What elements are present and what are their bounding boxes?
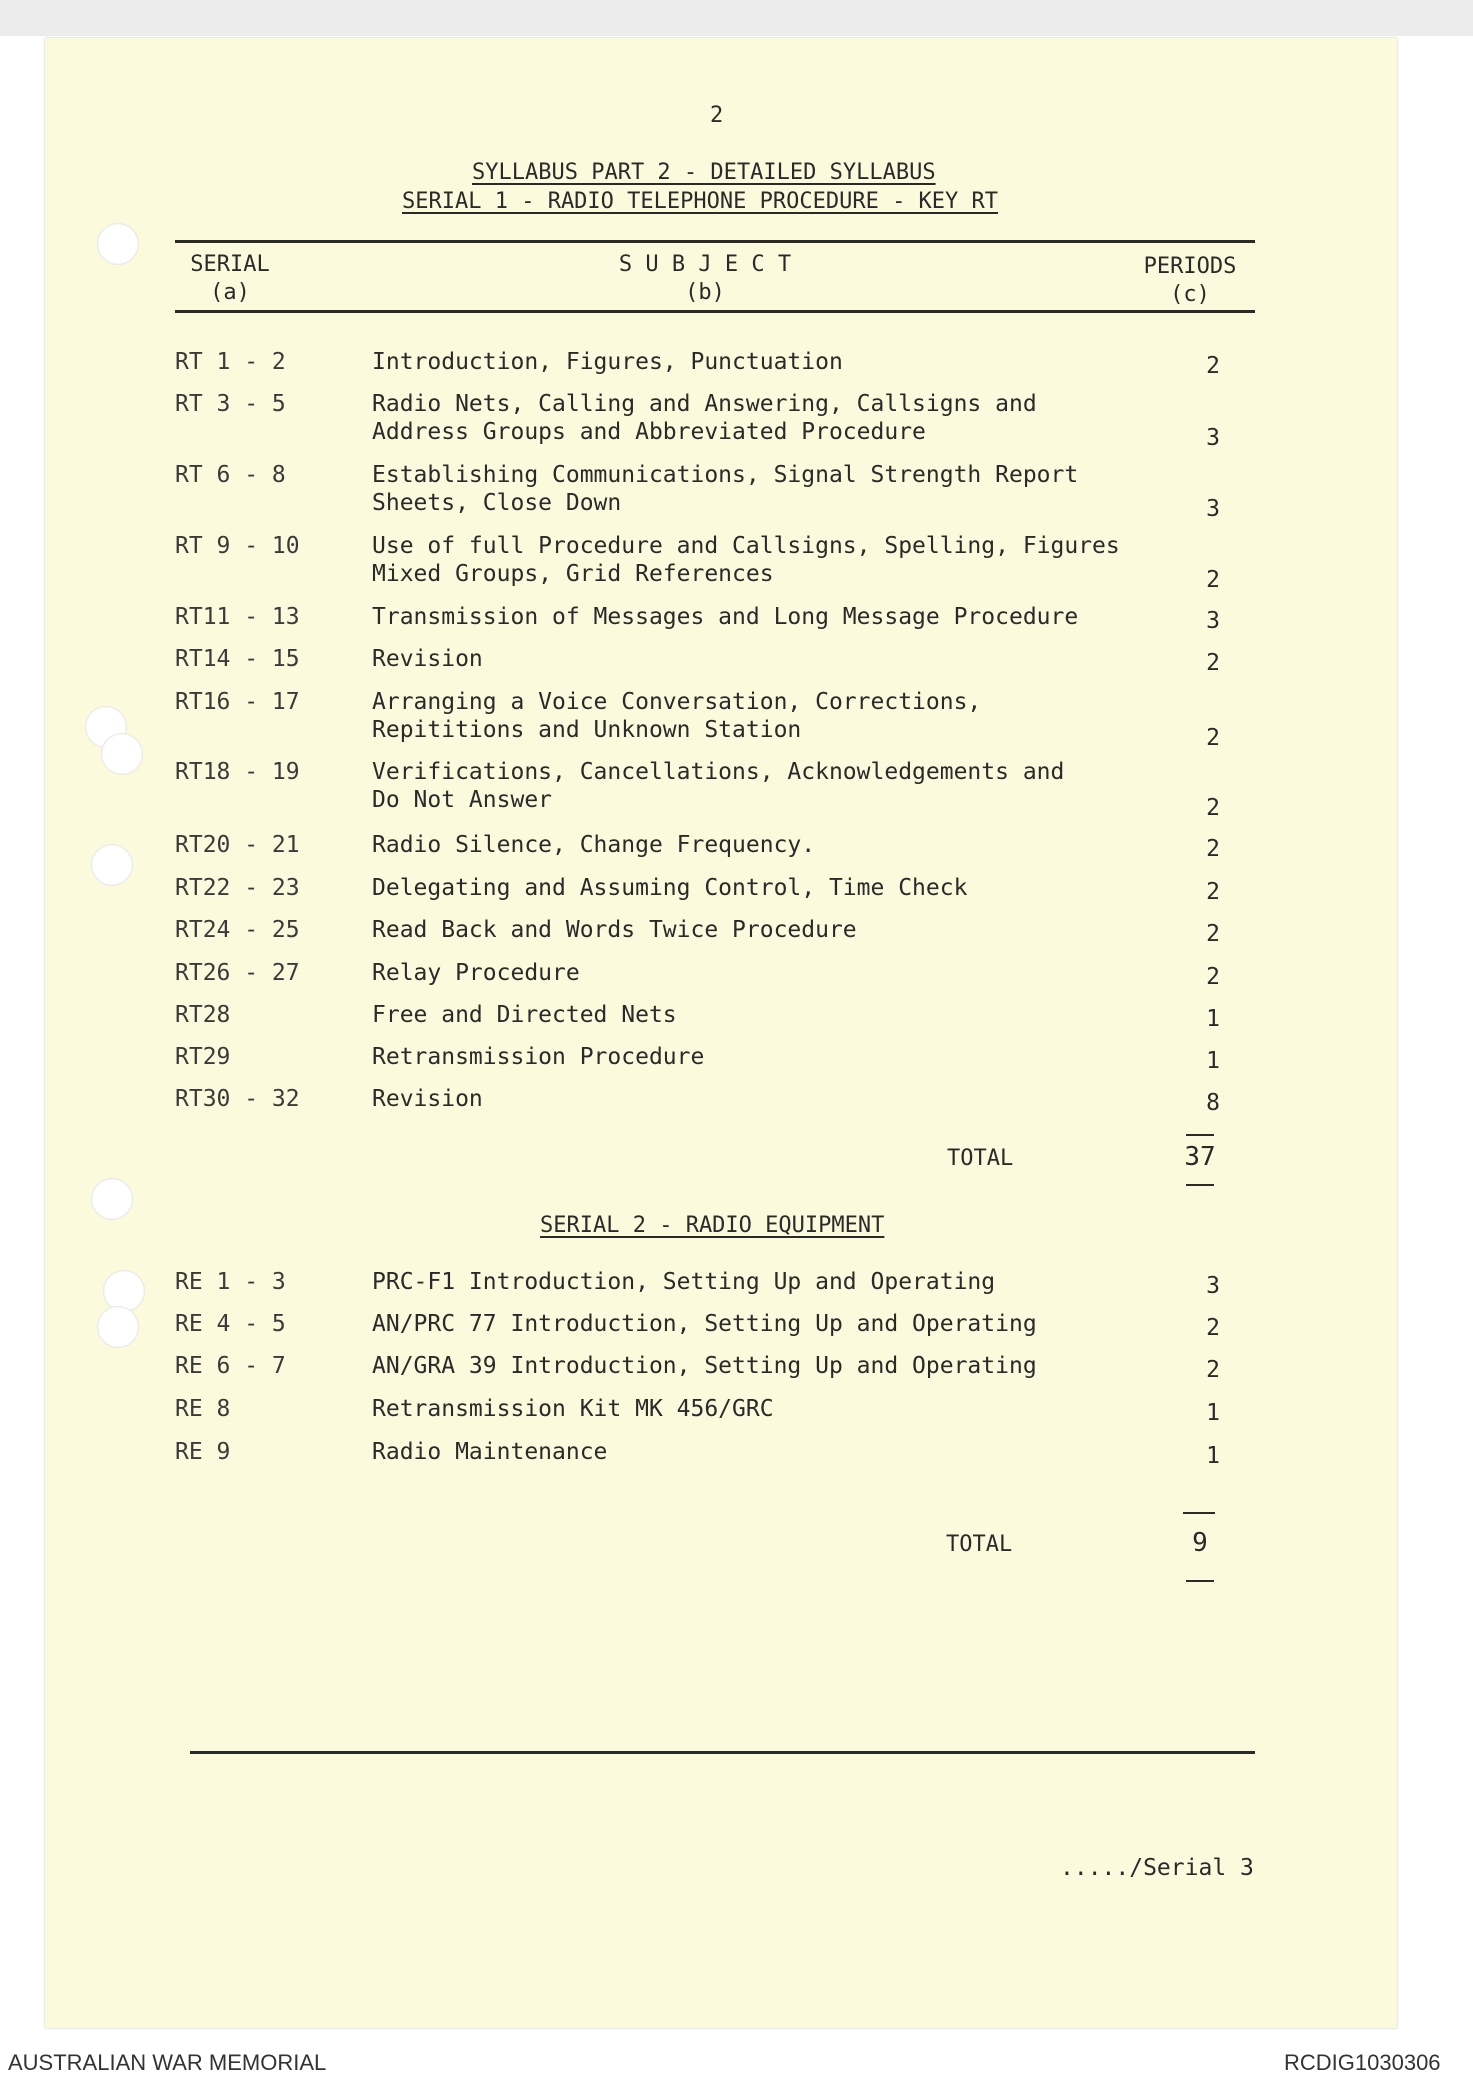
row-periods: 2 (1206, 879, 1220, 905)
row-serial: RT 3 - 5 (175, 391, 286, 417)
row-serial: RT 1 - 2 (175, 349, 286, 375)
row-subject: Radio Nets, Calling and Answering, Callsigns and (372, 391, 1037, 417)
row-periods: 1 (1206, 1400, 1220, 1426)
row-serial: RT30 - 32 (175, 1086, 300, 1112)
row-periods: 2 (1206, 1357, 1220, 1383)
row-periods: 3 (1206, 608, 1220, 634)
page-number: 2 (710, 103, 724, 128)
row-subject: Retransmission Procedure (372, 1044, 705, 1070)
serial-1-total: 37 (1184, 1142, 1216, 1172)
row-subject: Revision (372, 1086, 483, 1112)
row-periods: 1 (1206, 1048, 1220, 1074)
row-subject: Radio Silence, Change Frequency. (372, 832, 816, 858)
punch-hole-4 (91, 844, 133, 886)
row-periods: 2 (1206, 650, 1220, 676)
row-serial: RT14 - 15 (175, 646, 300, 672)
row-subject: Verifications, Cancellations, Acknowledgements and (372, 759, 1065, 785)
punch-hole-1 (97, 223, 139, 265)
row-subject: Radio Maintenance (372, 1439, 608, 1465)
row-serial: RT26 - 27 (175, 960, 300, 986)
row-periods: 3 (1206, 1273, 1220, 1299)
serial-1-title: SERIAL 1 - RADIO TELEPHONE PROCEDURE - KEY RT (402, 189, 999, 214)
row-serial: RT16 - 17 (175, 689, 300, 715)
total-rule-bottom (1186, 1184, 1214, 1186)
punch-hole-7 (97, 1306, 139, 1348)
header-periods-label: PERIODS (1143, 254, 1237, 279)
row-subject: AN/PRC 77 Introduction, Setting Up and Operating (372, 1311, 1037, 1337)
row-serial: RE 1 - 3 (175, 1269, 286, 1295)
serial-2-total: 9 (1192, 1528, 1208, 1558)
row-subject: Transmission of Messages and Long Message Procedure (372, 604, 1079, 630)
row-periods: 8 (1206, 1090, 1220, 1116)
row-periods: 2 (1206, 836, 1220, 862)
header-serial (180, 251, 280, 307)
row-subject: Use of full Procedure and Callsigns, Spelling, Figures (372, 533, 1120, 559)
total-2-rule-bottom (1186, 1580, 1214, 1582)
scan-top-band (0, 0, 1473, 36)
row-subject: Relay Procedure (372, 960, 580, 986)
row-periods: 1 (1206, 1443, 1220, 1469)
table-header-rule (175, 310, 1255, 313)
row-periods: 2 (1206, 795, 1220, 821)
row-subject-cont: Repititions and Unknown Station (372, 717, 802, 743)
footer-archive-name: AUSTRALIAN WAR MEMORIAL (8, 2050, 327, 2075)
row-subject: Establishing Communications, Signal Strength Report (372, 462, 1079, 488)
row-periods: 1 (1206, 1006, 1220, 1032)
header-periods (1130, 253, 1250, 309)
row-serial: RE 6 - 7 (175, 1353, 286, 1379)
row-serial: RT24 - 25 (175, 917, 300, 943)
row-subject: AN/GRA 39 Introduction, Setting Up and Operating (372, 1353, 1037, 1379)
header-subject-sub: (b) (685, 280, 725, 305)
row-periods: 2 (1206, 921, 1220, 947)
row-periods: 2 (1206, 964, 1220, 990)
row-subject-cont: Do Not Answer (372, 787, 553, 813)
row-subject-cont: Mixed Groups, Grid References (372, 561, 774, 587)
serial-2-total-label: TOTAL (946, 1532, 1013, 1557)
serial-1-total-label: TOTAL (947, 1146, 1014, 1171)
punch-hole-6 (103, 1270, 145, 1312)
row-subject-cont: Address Groups and Abbreviated Procedure (372, 419, 926, 445)
header-serial-sub: (a) (210, 280, 250, 305)
row-periods: 2 (1206, 1315, 1220, 1341)
header-subject-label: S U B J E C T (618, 252, 792, 277)
row-serial: RT 9 - 10 (175, 533, 300, 559)
row-subject: Revision (372, 646, 483, 672)
punch-hole-3 (101, 733, 143, 775)
row-periods: 2 (1206, 353, 1220, 379)
row-subject: Retransmission Kit MK 456/GRC (372, 1396, 774, 1422)
row-subject: Arranging a Voice Conversation, Corrections, (372, 689, 982, 715)
table-top-rule (175, 240, 1255, 243)
footer-record-id: RCDIG1030306 (1284, 2050, 1441, 2075)
row-subject: Delegating and Assuming Control, Time Check (372, 875, 968, 901)
row-serial: RT18 - 19 (175, 759, 300, 785)
row-serial: RT20 - 21 (175, 832, 300, 858)
row-subject: Read Back and Words Twice Procedure (372, 917, 857, 943)
continuation-note: ...../Serial 3 (1060, 1855, 1254, 1881)
row-serial: RE 8 (175, 1396, 231, 1422)
row-periods: 2 (1206, 725, 1220, 751)
row-serial: RT28 (175, 1002, 231, 1028)
row-serial: RE 9 (175, 1439, 231, 1465)
punch-hole-5 (91, 1178, 133, 1220)
header-subject (525, 251, 885, 307)
row-subject: PRC-F1 Introduction, Setting Up and Operating (372, 1269, 996, 1295)
bottom-rule (190, 1751, 1255, 1754)
row-periods: 3 (1206, 425, 1220, 451)
row-serial: RT29 (175, 1044, 231, 1070)
row-serial: RE 4 - 5 (175, 1311, 286, 1337)
total-rule-top (1186, 1134, 1214, 1136)
header-periods-sub: (c) (1170, 282, 1210, 307)
row-serial: RT11 - 13 (175, 604, 300, 630)
document-page (45, 38, 1397, 2028)
row-subject-cont: Sheets, Close Down (372, 490, 622, 516)
row-serial: RT 6 - 8 (175, 462, 286, 488)
row-periods: 2 (1206, 567, 1220, 593)
syllabus-title: SYLLABUS PART 2 - DETAILED SYLLABUS (472, 160, 936, 185)
serial-2-title: SERIAL 2 - RADIO EQUIPMENT (540, 1213, 885, 1238)
total-2-rule-top (1183, 1512, 1215, 1514)
header-serial-label: SERIAL (190, 252, 270, 277)
row-subject: Free and Directed Nets (372, 1002, 677, 1028)
row-periods: 3 (1206, 496, 1220, 522)
row-serial: RT22 - 23 (175, 875, 300, 901)
row-subject: Introduction, Figures, Punctuation (372, 349, 843, 375)
